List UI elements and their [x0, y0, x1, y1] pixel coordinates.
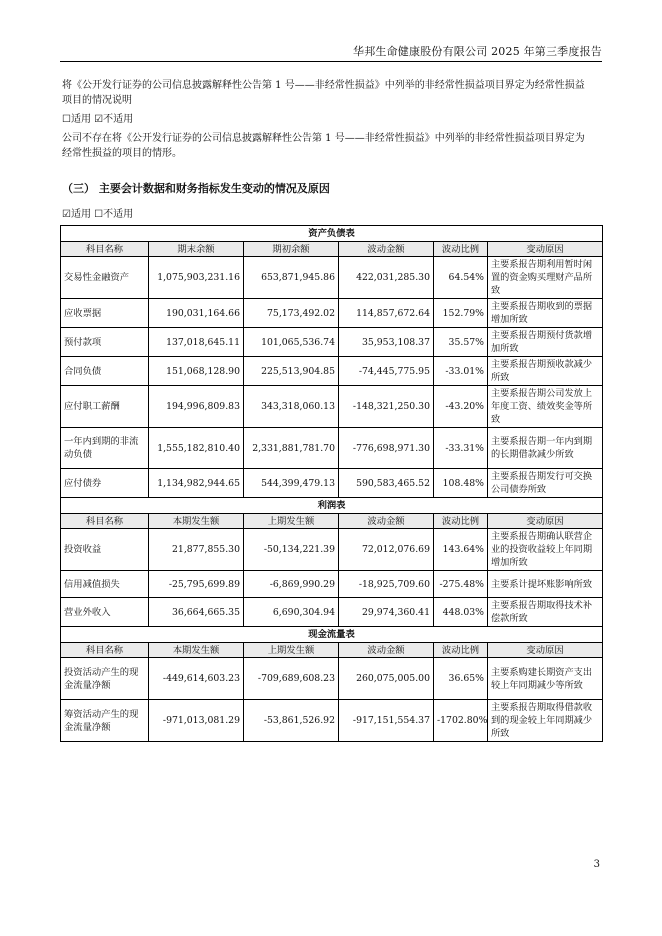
change-amount: 260,075,005.00 — [339, 658, 434, 700]
item-name: 一年内到期的非流动负债 — [61, 428, 149, 469]
change-reason: 主要系报告期取得技术补偿款所致 — [488, 598, 603, 627]
balance-section-title — [61, 226, 603, 242]
cashflow-section-title — [61, 627, 603, 643]
header-divider — [60, 61, 602, 62]
table-row — [61, 529, 603, 571]
change-amount: -917,151,554.37 — [339, 700, 434, 742]
item-name: 应付债券 — [61, 469, 149, 498]
table-body — [61, 226, 603, 742]
column-header: 波动金额 — [339, 242, 434, 257]
change-amount: -776,698,971.30 — [339, 428, 434, 469]
change-ratio: 64.54% — [434, 257, 488, 299]
table-row — [61, 571, 603, 598]
change-ratio: 36.65% — [434, 658, 488, 700]
change-amount: -148,321,250.30 — [339, 386, 434, 428]
prior-value: -6,869,990.29 — [244, 571, 339, 598]
item-name: 筹资活动产生的现金流量净额 — [61, 700, 149, 742]
current-value: 21,877,855.30 — [149, 529, 244, 571]
table-row — [61, 700, 603, 742]
prior-value: 343,318,060.13 — [244, 386, 339, 428]
change-reason: 主要系报告期预收款减少所致 — [488, 357, 603, 386]
prior-value: 653,871,945.86 — [244, 257, 339, 299]
column-header: 变动原因 — [488, 242, 603, 257]
table-row — [61, 658, 603, 700]
column-header: 本期发生额 — [149, 643, 244, 658]
column-header: 本期发生额 — [149, 514, 244, 529]
column-header: 期末余额 — [149, 242, 244, 257]
table-row — [61, 428, 603, 469]
table-row — [61, 357, 603, 386]
column-header: 波动比例 — [434, 643, 488, 658]
item-name: 交易性金融资产 — [61, 257, 149, 299]
column-header: 波动金额 — [339, 643, 434, 658]
table-row — [61, 386, 603, 428]
column-header: 波动比例 — [434, 514, 488, 529]
column-header: 科目名称 — [61, 643, 149, 658]
statement-line-2: 经常性损益的项目的情形。 — [62, 148, 182, 159]
change-reason: 主要系报告期一年内到期的长期借款减少所致 — [488, 428, 603, 469]
applicability-checkbox: ☐适用 ☑不适用 — [62, 114, 134, 125]
section-applicability-checkbox: ☑适用 ☐不适用 — [62, 209, 134, 220]
column-header: 期初余额 — [244, 242, 339, 257]
change-amount: 72,012,076.69 — [339, 529, 434, 571]
change-reason: 主要系报告期确认联营企业的投资收益较上年同期增加所致 — [488, 529, 603, 571]
current-value: 151,068,128.90 — [149, 357, 244, 386]
table-row — [61, 328, 603, 357]
change-amount: -18,925,709.60 — [339, 571, 434, 598]
current-value: 1,134,982,944.65 — [149, 469, 244, 498]
income-section-title — [61, 498, 603, 514]
income-header-row — [61, 514, 603, 529]
current-value: -25,795,699.89 — [149, 571, 244, 598]
page-number: 3 — [593, 859, 600, 870]
change-amount: 422,031,285.30 — [339, 257, 434, 299]
balance-header-row — [61, 242, 603, 257]
column-header: 科目名称 — [61, 514, 149, 529]
change-ratio: -275.48% — [434, 571, 488, 598]
statement-line-1: 公司不存在将《公开发行证券的公司信息披露解释性公告第 1 号——非经常性损益》中列举的非经常性损益项目界定为 — [62, 133, 585, 144]
change-amount: 114,857,672.64 — [339, 299, 434, 328]
item-name: 合同负债 — [61, 357, 149, 386]
change-reason: 主要系报告期利用暂时闲置的资金购买理财产品所致 — [488, 257, 603, 299]
prior-value: 101,065,536.74 — [244, 328, 339, 357]
change-amount: 29,974,360.41 — [339, 598, 434, 627]
change-reason: 主要系报告期取得借款收到的现金较上年同期减少所致 — [488, 700, 603, 742]
item-name: 应收票据 — [61, 299, 149, 328]
column-header: 变动原因 — [488, 514, 603, 529]
table-row — [61, 598, 603, 627]
change-ratio: 35.57% — [434, 328, 488, 357]
change-ratio: -1702.80% — [434, 700, 488, 742]
current-value: 190,031,164.66 — [149, 299, 244, 328]
current-value: -449,614,603.23 — [149, 658, 244, 700]
table-row — [61, 299, 603, 328]
intro-line-1: 将《公开发行证券的公司信息披露解释性公告第 1 号——非经常性损益》中列举的非经常性损益项目界定为经常性损益 — [62, 80, 585, 91]
item-name: 应付职工薪酬 — [61, 386, 149, 428]
change-ratio: 143.64% — [434, 529, 488, 571]
change-amount: 35,953,108.37 — [339, 328, 434, 357]
change-reason: 主要系报告期公司发放上年度工资、绩效奖金等所致 — [488, 386, 603, 428]
column-header: 波动金额 — [339, 514, 434, 529]
page-header: 华邦生命健康股份有限公司 2025 年第三季度报告 — [353, 45, 602, 58]
prior-value: 6,690,304.94 — [244, 598, 339, 627]
prior-value: 2,331,881,781.70 — [244, 428, 339, 469]
column-header: 上期发生额 — [244, 514, 339, 529]
current-value: 137,018,645.11 — [149, 328, 244, 357]
column-header: 科目名称 — [61, 242, 149, 257]
current-value: -971,013,081.29 — [149, 700, 244, 742]
table-row — [61, 469, 603, 498]
change-reason: 主要系计提坏账影响所致 — [488, 571, 603, 598]
prior-value: 225,513,904.85 — [244, 357, 339, 386]
intro-line-2: 项目的情况说明 — [62, 95, 132, 106]
prior-value: 75,173,492.02 — [244, 299, 339, 328]
item-name: 营业外收入 — [61, 598, 149, 627]
item-name: 预付款项 — [61, 328, 149, 357]
change-ratio: -43.20% — [434, 386, 488, 428]
item-name: 投资收益 — [61, 529, 149, 571]
section-title: （三） 主要会计数据和财务指标发生变动的情况及原因 — [62, 182, 330, 195]
current-value: 1,555,182,810.40 — [149, 428, 244, 469]
current-value: 194,996,809.83 — [149, 386, 244, 428]
column-header: 变动原因 — [488, 643, 603, 658]
item-name: 信用减值损失 — [61, 571, 149, 598]
change-reason: 主要系报告期收到的票据增加所致 — [488, 299, 603, 328]
current-value: 1,075,903,231.16 — [149, 257, 244, 299]
prior-value: 544,399,479.13 — [244, 469, 339, 498]
prior-value: -709,689,608.23 — [244, 658, 339, 700]
financial-changes-table — [60, 225, 603, 742]
change-ratio: -33.01% — [434, 357, 488, 386]
current-value: 36,664,665.35 — [149, 598, 244, 627]
change-ratio: 152.79% — [434, 299, 488, 328]
prior-value: -50,134,221.39 — [244, 529, 339, 571]
column-header: 波动比例 — [434, 242, 488, 257]
cashflow-header-row — [61, 643, 603, 658]
change-ratio: 448.03% — [434, 598, 488, 627]
item-name: 投资活动产生的现金流量净额 — [61, 658, 149, 700]
change-reason: 主要系报告期预付货款增加所致 — [488, 328, 603, 357]
cashflow-title-cell: 现金流量表 — [61, 627, 603, 643]
change-reason: 主要系报告期发行可交换公司债券所致 — [488, 469, 603, 498]
change-ratio: 108.48% — [434, 469, 488, 498]
column-header: 上期发生额 — [244, 643, 339, 658]
balance-title-cell: 资产负债表 — [61, 226, 603, 242]
change-amount: 590,583,465.52 — [339, 469, 434, 498]
change-reason: 主要系购建长期资产支出较上年同期减少等所致 — [488, 658, 603, 700]
table-row — [61, 257, 603, 299]
income-title-cell: 利润表 — [61, 498, 603, 514]
change-ratio: -33.31% — [434, 428, 488, 469]
prior-value: -53,861,526.92 — [244, 700, 339, 742]
change-amount: -74,445,775.95 — [339, 357, 434, 386]
